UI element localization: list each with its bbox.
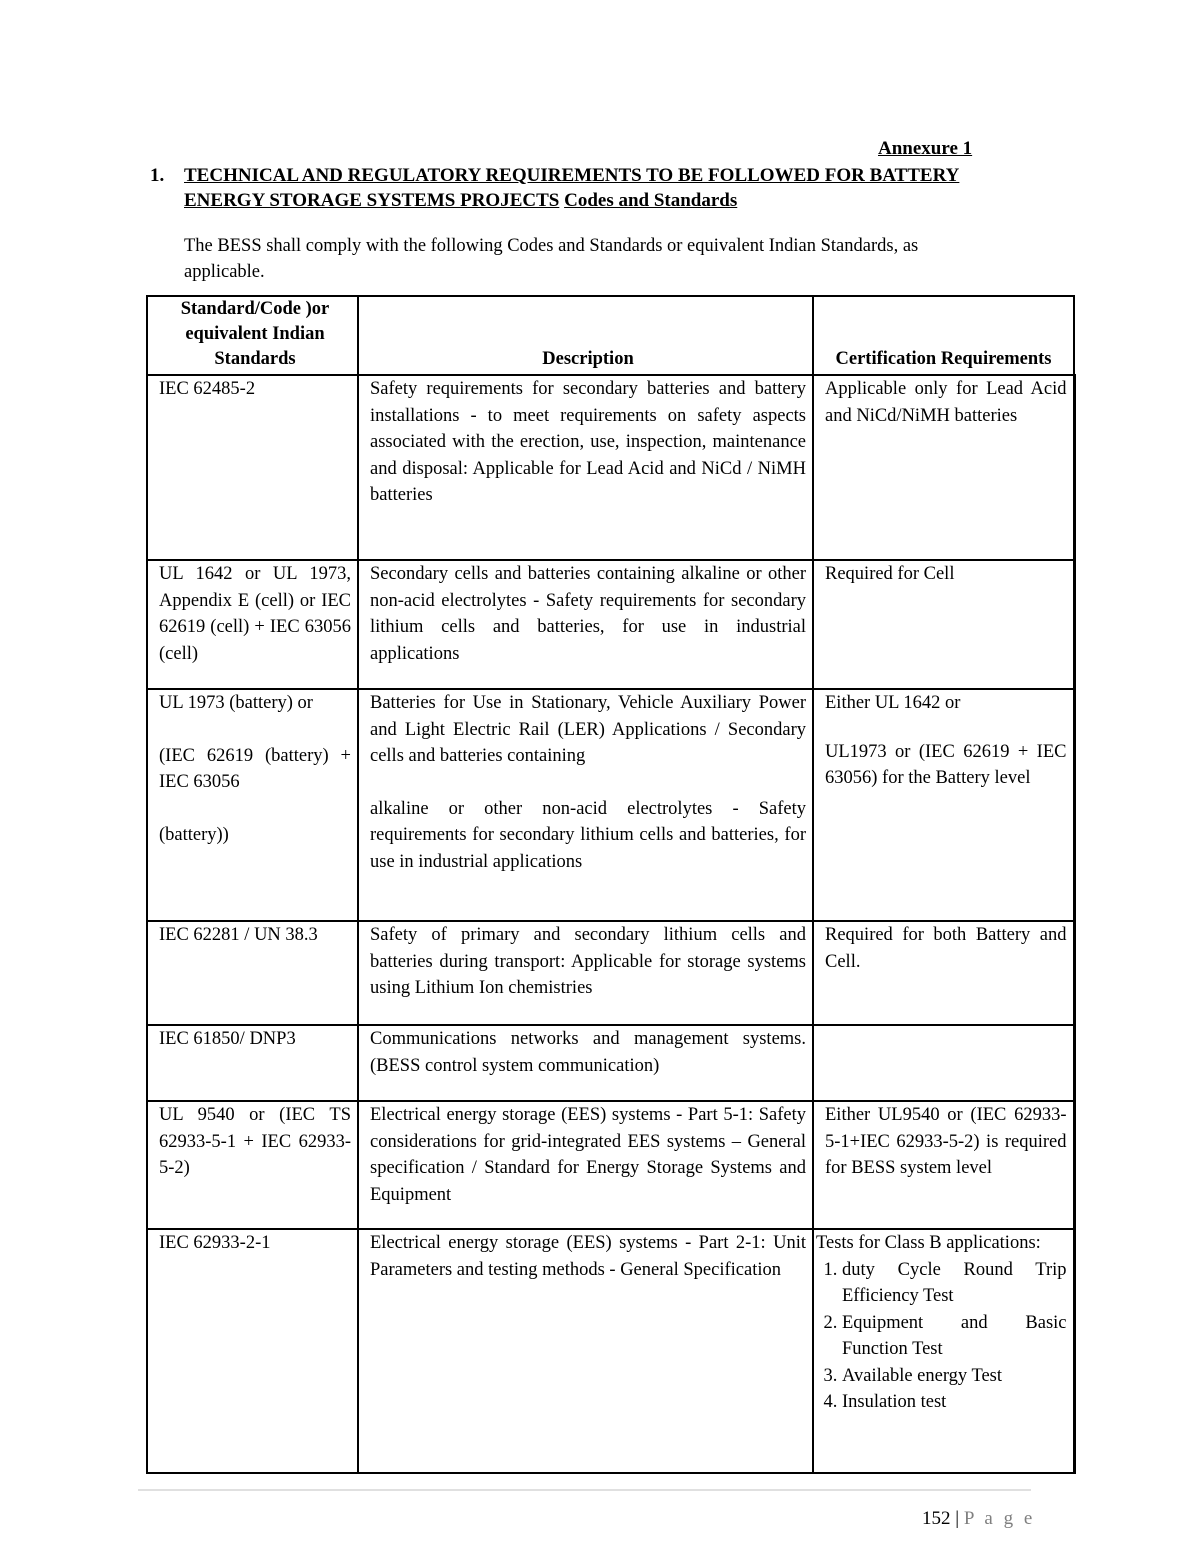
description-part-a: Batteries for Use in Stationary, Vehicle Auxiliary Power and Light Electric Rail (LER) Applications / Secondary cells and batteries containing [370, 693, 806, 766]
cell-certification: Required for Cell [813, 560, 1074, 689]
list-item: 2. Equipment and Basic Function Test [842, 1310, 1067, 1363]
list-item: 3. Available energy Test [842, 1363, 1067, 1390]
section-heading [150, 163, 1030, 213]
table-row [147, 1025, 1074, 1101]
cell-standard [147, 689, 358, 921]
cell-standard: IEC 62933-2-1 [147, 1229, 358, 1473]
standard-line-b: (IEC 62619 (battery) + IEC 63056 [159, 745, 351, 792]
cell-description: Electrical energy storage (EES) systems - Part 5-1: Safety considerations for grid-integrated EES systems – General specification / Standard for Energy Storage Systems and Equipment [358, 1101, 813, 1229]
cell-description: Secondary cells and batteries containing alkaline or other non-acid electrolytes - Safety requirements for secondary lithium cells and batteries, for use in industrial applications [358, 560, 813, 689]
table-header-row [147, 296, 1074, 375]
cell-certification [813, 689, 1074, 921]
cell-certification: Either UL9540 or (IEC 62933-5-1+IEC 62933-5-2) is required for BESS system level [813, 1101, 1074, 1229]
description-part-b: alkaline or other non-acid electrolytes - Safety requirements for secondary lithium cells and batteries, for use in industrial applications [370, 798, 806, 872]
certification-part-a: Either UL 1642 or [825, 693, 961, 713]
table-row [147, 689, 1074, 921]
cell-standard: UL 1642 or UL 1973, Appendix E (cell) or IEC 62619 (cell) + IEC 63056 (cell) [147, 560, 358, 689]
page-label: P a g e [963, 1508, 1036, 1529]
intro-paragraph: The BESS shall comply with the following Codes and Standards or equivalent Indian Standards, as applicable. [184, 236, 919, 282]
header-description: Description [358, 296, 813, 375]
cell-certification [813, 1229, 1074, 1473]
page-number-value: 152 | [922, 1508, 960, 1529]
cell-description: Electrical energy storage (EES) systems - Part 2-1: Unit Parameters and testing methods - General Specification [358, 1229, 813, 1473]
table-row [147, 560, 1074, 689]
cell-standard: IEC 61850/ DNP3 [147, 1025, 358, 1101]
table-row [147, 1229, 1074, 1473]
cell-description: Safety of primary and secondary lithium cells and batteries during transport: Applicable for storage systems using Lithium Ion chemistries [358, 921, 813, 1025]
cell-standard: IEC 62281 / UN 38.3 [147, 921, 358, 1025]
standard-line-a: UL 1973 (battery) or [159, 693, 313, 713]
test-list [816, 1257, 1067, 1416]
cell-certification [813, 1025, 1074, 1101]
list-item: 4. Insulation test [842, 1389, 1067, 1416]
header-certification: Certification Requirements [813, 296, 1074, 375]
cell-description: Communications networks and management systems. (BESS control system communication) [358, 1025, 813, 1101]
standard-line-c: (battery)) [159, 824, 229, 845]
header-standard: Standard/Code )or equivalent Indian Standards [147, 296, 358, 375]
table-row [147, 375, 1074, 560]
cell-certification: Applicable only for Lead Acid and NiCd/NiMH batteries [813, 375, 1074, 560]
table-row [147, 1101, 1074, 1229]
cell-standard: IEC 62485-2 [147, 375, 358, 560]
section-number: 1. [150, 165, 165, 186]
certification-part-b: UL1973 or (IEC 62619 + IEC 63056) for the Battery level [825, 741, 1067, 788]
section-title: TECHNICAL AND REGULATORY REQUIREMENTS TO BE FOLLOWED FOR BATTERY ENERGY STORAGE SYSTEMS PROJECTS [184, 165, 960, 211]
annexure-label: Annexure 1 [878, 138, 973, 159]
table-row [147, 921, 1074, 1025]
footer-divider [138, 1489, 1031, 1491]
section-subtitle: Codes and Standards [564, 190, 738, 211]
cell-description [358, 689, 813, 921]
cell-description: Safety requirements for secondary batteries and battery installations - to meet requirements on safety aspects associated with the erection, use, inspection, maintenance and disposal: Applicable for Lead Acid and NiCd / NiMH batteries [358, 375, 813, 560]
certification-intro: Tests for Class B applications: [816, 1233, 1041, 1253]
cell-certification: Required for both Battery and Cell. [813, 921, 1074, 1025]
cell-standard: UL 9540 or (IEC TS 62933-5-1 + IEC 62933-5-2) [147, 1101, 358, 1229]
standards-table [146, 295, 1076, 1474]
list-item: 1. duty Cycle Round Trip Efficiency Test [842, 1257, 1067, 1310]
page-number [922, 1508, 1035, 1530]
